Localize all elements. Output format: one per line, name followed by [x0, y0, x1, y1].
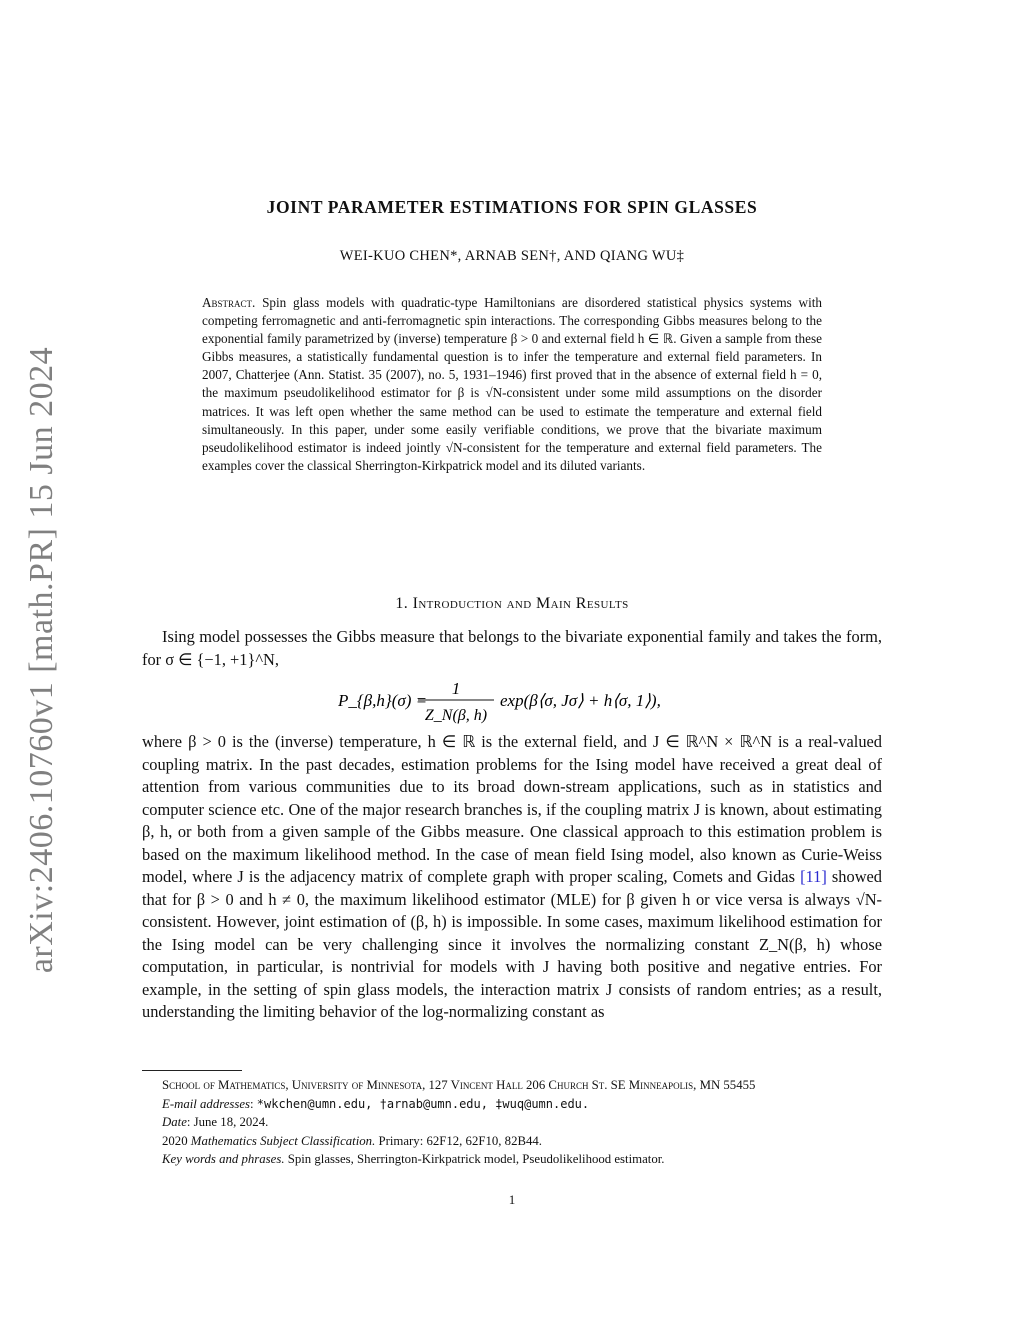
equation-lhs: P_{β,h}(σ) = [338, 691, 428, 710]
email-line: E-mail addresses: *wkchen@umn.edu, †arnab@umn.edu, ‡wuq@umn.edu. [162, 1096, 590, 1111]
section-title: 1. Introduction and Main Results [395, 595, 629, 612]
msc-prefix: 2020 [162, 1133, 188, 1148]
abstract-label: Abstract. [202, 295, 256, 310]
arxiv-id: arXiv:2406.10760v1 [math.PR] 15 Jun 2024 [23, 346, 60, 974]
paragraph-2-part-1: where β > 0 is the (inverse) temperature, h ∈ ℝ is the external field, and J ∈ ℝ^N × ℝ^N is a real-valued coupling matrix. In the past decades, estimation problems for the Ising model have received a great deal of attention from various communities due to its broad down-stream applications, such as in statistics and computer science etc. One of the major research branches is, if the coupling matrix J is known, about estimating β, h, or both from a given sample of the Gibbs measure. One classical approach to this estimation problem is based on the maximum likelihood method. In the case of mean field Ising model, also known as Curie-Weiss model, where J is the adjacency matrix of complete graph with proper scaling, Comets and Gidas [142, 732, 882, 886]
arxiv-stamp [0, 0, 80, 1325]
paragraph-2 [142, 731, 882, 1024]
date-label: Date [162, 1115, 187, 1129]
authors: WEI-KUO CHEN*, ARNAB SEN†, AND QIANG WU‡ [339, 248, 685, 264]
paragraph-1: Ising model possesses the Gibbs measure that belongs to the bivariate exponential family and takes the form, for σ ∈ {−1, +1}^N, [142, 627, 882, 669]
keywords-line [142, 1150, 882, 1169]
email-addresses[interactable]: *wkchen@umn.edu, †arnab@umn.edu, ‡wuq@umn.edu. [256, 1096, 590, 1111]
abstract [202, 294, 822, 475]
msc-line [142, 1132, 882, 1151]
paper-title: JOINT PARAMETER ESTIMATIONS FOR SPIN GLASSES [266, 197, 758, 217]
equation-numerator: 1 [451, 679, 461, 698]
page-number: 1 [508, 1192, 516, 1207]
keywords-label: Key words and phrases. [162, 1152, 285, 1166]
msc-value: Primary: 62F12, 62F10, 82B44. [378, 1133, 542, 1148]
paragraph-2-part-2: showed that for β > 0 and h ≠ 0, the maximum likelihood estimator (MLE) for β given h or vice versa is always √N-consistent. However, joint estimation of (β, h) is impossible. In some cases, maximum likelihood estimation for the Ising model can be very challenging since it involves the normalizing constant Z_N(β, h) whose computation, in particular, is nontrivial for models with J having both positive and negative entries. For example, in the setting of spin glass models, the interaction matrix J consists of random entries; as a result, understanding the limiting behavior of the log-normalizing constant as [142, 867, 882, 1021]
equation-rhs: exp(β⟨σ, Jσ⟩ + h⟨σ, 1⟩), [500, 691, 661, 710]
keywords-value: Spin glasses, Sherrington-Kirkpatrick model, Pseudolikelihood estimator. [287, 1152, 665, 1166]
citation-link[interactable]: [11] [800, 867, 827, 886]
affiliation: School of Mathematics, University of Minnesota, 127 Vincent Hall 206 Church St. SE Minneapolis, MN 55455 [162, 1078, 756, 1092]
date-line: Date: June 18, 2024. [162, 1115, 269, 1129]
footnotes [142, 1076, 882, 1169]
date-value: June 18, 2024. [193, 1115, 269, 1129]
msc-label: Mathematics Subject Classification. [190, 1133, 376, 1148]
abstract-text: Spin glass models with quadratic-type Hamiltonians are disordered statistical physics systems with competing ferromagnetic and anti-ferromagnetic spin interactions. The corresponding Gibbs measures belong to the exponential family parametrized by (inverse) temperature β > 0 and external field h ∈ ℝ. Given a sample from these Gibbs measures, a statistically fundamental question is to infer the temperature and external field parameters. In 2007, Chatterjee (Ann. Statist. 35 (2007), no. 5, 1931–1946) first proved that in the absence of external field h = 0, the maximum pseudolikelihood estimator for β is √N-consistent under some mild assumptions on the disorder matrices. It was left open whether the same method can be used to estimate the temperature and external field simultaneously. In this paper, under some easily verifiable conditions, we prove that the bivariate maximum pseudolikelihood estimator is indeed jointly √N-consistent for the temperature and external field parameters. The examples cover the classical Sherrington-Kirkpatrick model and its diluted variants. [202, 295, 822, 473]
equation-graphic [338, 676, 698, 726]
email-label: E-mail addresses [162, 1096, 251, 1111]
footnote-rule [142, 1070, 242, 1071]
equation-gibbs-measure [142, 676, 882, 726]
equation-denominator: Z_N(β, h) [424, 707, 488, 724]
